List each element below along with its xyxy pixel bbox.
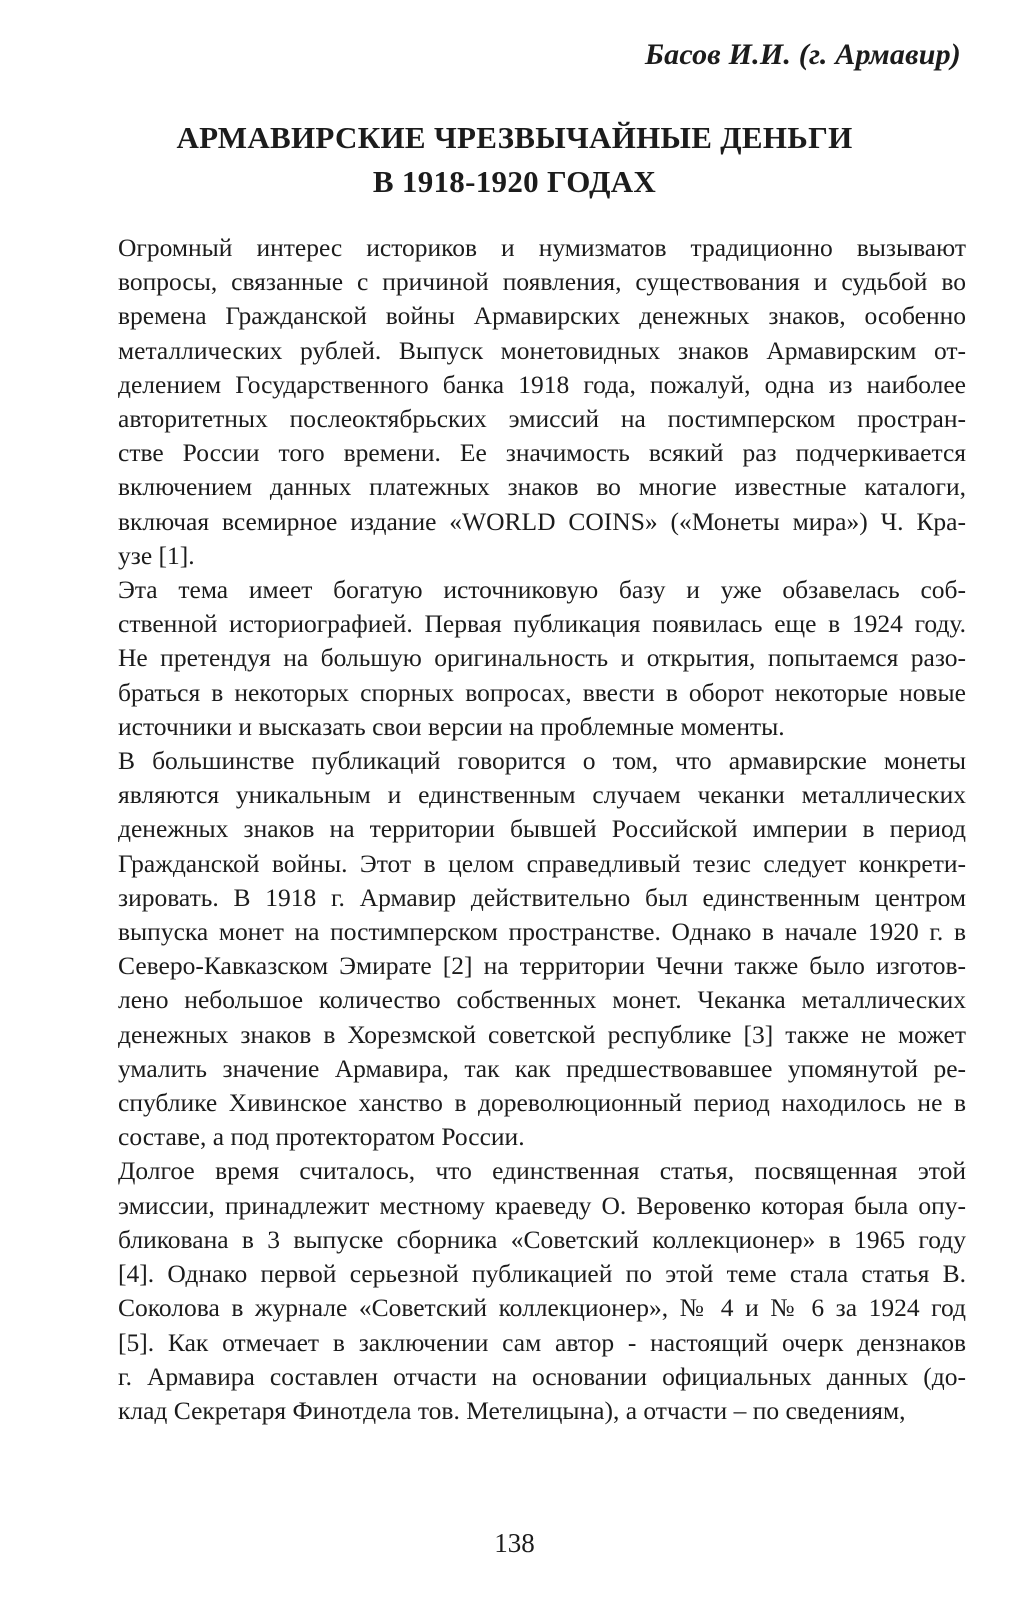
body-paragraph — [64, 231, 966, 573]
title-line-1: АРМАВИРСКИЕ ЧРЕЗВЫЧАЙНЫЕ ДЕНЬГИ — [176, 120, 853, 155]
text-line: денежных знаков в Хорезмской советской республике [3] также не может — [118, 1019, 966, 1049]
body-paragraph — [64, 1154, 966, 1428]
text-line: Долгое время считалось, что единственная статья, посвященная этой — [118, 1156, 966, 1186]
text-line: включая всемирное издание «WORLD COINS» («Монеты мира») Ч. Кра- — [118, 506, 966, 536]
text-line: умалить значение Армавира, так как предшествовавшее упомянутой ре- — [118, 1053, 966, 1083]
text-line: стве России того времени. Ее значимость всякий раз подчеркивается — [118, 438, 966, 468]
text-line: В большинстве публикаций говорится о том, что армавирские монеты — [118, 746, 966, 776]
text-line: Северо-Кавказском Эмирате [2] на территории Чечни также было изготов- — [118, 951, 966, 981]
text-line: являются уникальным и единственным случаем чеканки металлических — [118, 780, 966, 810]
text-line: лено небольшое количество собственных монет. Чеканка металлических — [118, 985, 966, 1015]
text-line: браться в некоторых спорных вопросах, ввести в оборот некоторые новые — [118, 677, 966, 707]
text-line: Эта тема имеет богатую источниковую базу и уже обзавелась соб- — [118, 575, 966, 605]
text-line: авторитетных послеоктябрьских эмиссий на постимперском простран- — [118, 404, 966, 434]
text-line: Огромный интерес историков и нумизматов традиционно вызывают — [118, 233, 966, 262]
text-line: времена Гражданской войны Армавирских денежных знаков, особенно — [118, 301, 966, 331]
text-line: металлических рублей. Выпуск монетовидных знаков Армавирским от- — [118, 335, 966, 365]
text-line: бликована в 3 выпуске сборника «Советский коллекционер» в 1965 году — [118, 1224, 966, 1254]
text-line: источники и высказать свои версии на проблемные моменты. — [118, 711, 785, 741]
text-line: г. Армавира составлен отчасти на основании официальных данных (до- — [118, 1361, 966, 1391]
page-number: 138 — [494, 1528, 535, 1558]
text-line: ственной историографией. Первая публикация появилась еще в 1924 году. — [118, 609, 966, 639]
body-paragraph — [64, 573, 966, 744]
text-line: составе, а под протекторатом России. — [118, 1122, 525, 1152]
text-line: денежных знаков на территории бывшей Российской империи в период — [118, 814, 966, 844]
text-line: [4]. Однако первой серьезной публикацией по этой теме стала статья В. — [118, 1259, 966, 1289]
text-line: вопросы, связанные с причиной появления, существования и судьбой во — [118, 267, 966, 297]
text-line: клад Секретаря Финотдела тов. Метелицына), а отчасти – по сведениям, — [118, 1395, 906, 1425]
text-line: Гражданской войны. Этот в целом справедливый тезис следует конкрети- — [118, 848, 966, 878]
text-line: Соколова в журнале «Советский коллекционер», № 4 и № 6 за 1924 год — [118, 1293, 966, 1323]
text-line: узе [1]. — [118, 540, 195, 570]
article-body — [64, 231, 966, 1428]
text-line: Не претендуя на большую оригинальность и открытия, попытаемся разо- — [118, 643, 966, 673]
text-line: спублике Хивинское ханство в дореволюционный период находилось не в — [118, 1088, 966, 1118]
text-line: выпуска монет на постимперском пространстве. Однако в начале 1920 г. в — [118, 917, 966, 947]
text-line: [5]. Как отмечает в заключении сам автор - настоящий очерк дензнаков — [118, 1327, 966, 1357]
text-line: эмиссии, принадлежит местному краеведу О. Веровенко которая была опу- — [118, 1190, 966, 1220]
author-line: Басов И.И. (г. Армавир) — [644, 38, 961, 71]
article-title — [0, 116, 1029, 204]
title-line-2: В 1918-1920 ГОДАХ — [372, 164, 657, 199]
text-line: зировать. В 1918 г. Армавир действительно был единственным центром — [118, 882, 966, 912]
text-line: делением Государственного банка 1918 года, пожалуй, одна из наиболее — [118, 369, 966, 399]
text-line: включением данных платежных знаков во многие известные каталоги, — [118, 472, 966, 502]
body-paragraph — [64, 744, 966, 1154]
